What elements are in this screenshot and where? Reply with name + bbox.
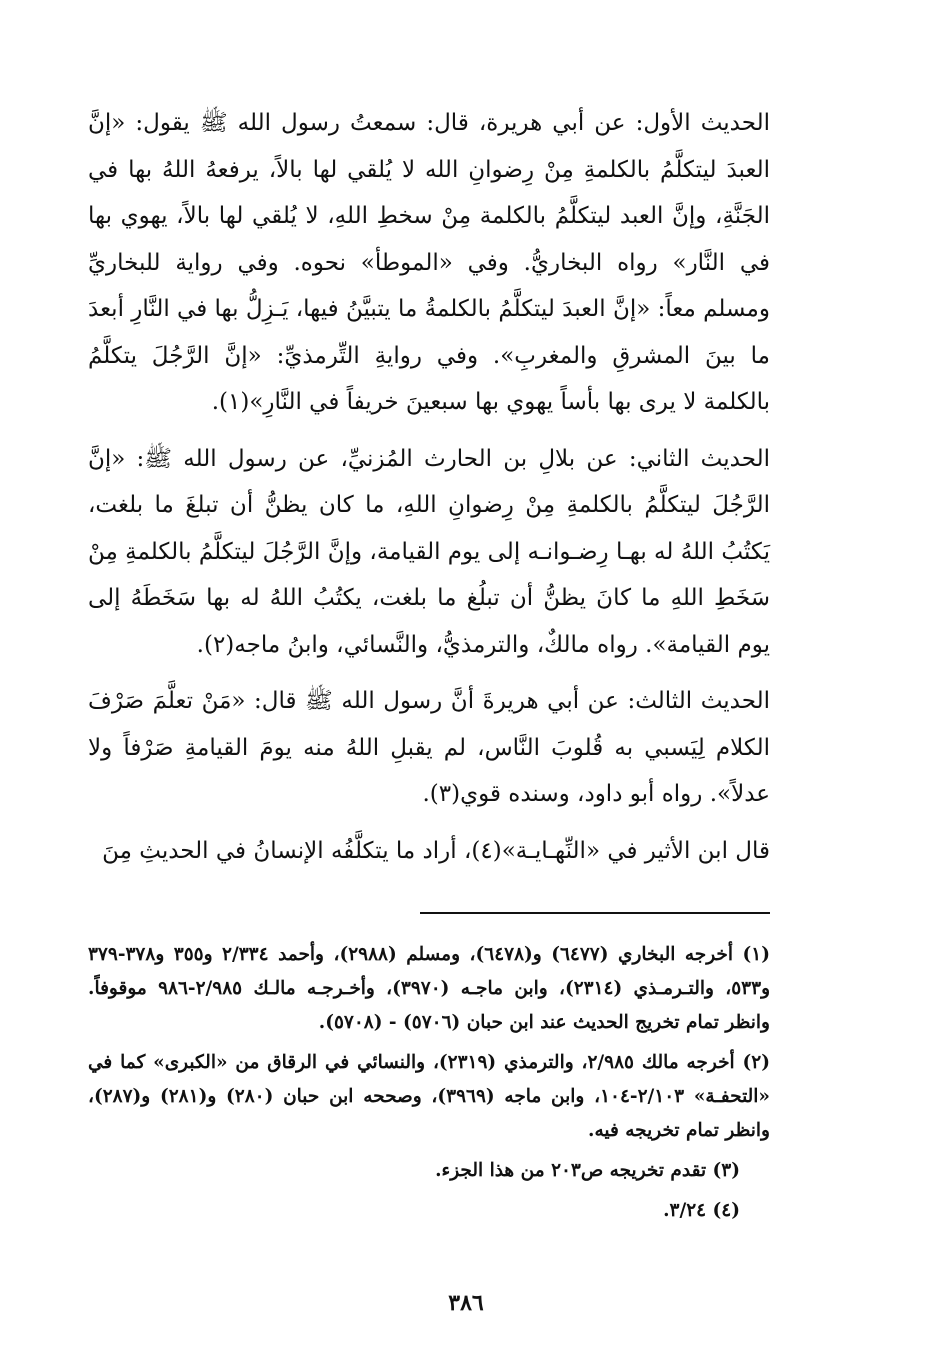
footnote-4: (٤) ٣/٢٤. (663, 1200, 740, 1221)
hadith-one-paragraph: الحديث الأول: عن أبي هريرة، قال: سمعتُ رسول الله ﷺ يقول: «إنَّ العبدَ ليتكلَّمُ بالكلمةِ مِنْ رِضوانِ الله لا يُلقي لها بالاً، يرفعهُ اللهُ بها في الجَنَّةِ، وإنَّ العبد ليتكلَّمُ بالكلمة مِنْ سخطِ اللهِ، لا يُلقي لها بالاً، يهوي بها في النَّار» رواه البخاريُّ. وفي «الموطأ» نحوه. وفي رواية للبخاريِّ ومسلم معاً: «إنَّ العبدَ ليتكلَّمُ بالكلمةُ ما يتبيَّنُ فيها، يَـزِلُّ بها في النَّارِ أبعدَ ما بينَ المشرقِ والمغربِ». وفي روايةِ التِّرمذيِّ: «إنَّ الرَّجُلَ يتكلَّمُ بالكلمة لا يرى بها بأساً يهوي بها سبعينَ خريفاً في النَّارِ»(١). (88, 110, 770, 415)
commentary-paragraph: قال ابن الأثير في «النِّهـايـة»(٤)، أراد ما يتكلَّفُه الإنسانُ في الحديثِ مِنَ (102, 837, 770, 864)
hadith-two-paragraph: الحديث الثاني: عن بلالِ بن الحارث المُزنيِّ، عن رسول الله ﷺ: «إنَّ الرَّجُلَ ليتكلَّمُ بالكلمةِ مِنْ رِضوانِ اللهِ، ما كان يظنُّ أن تبلغَ ما بلغت، يَكتُبُ اللهُ له بهـا رِضـوانـه إلى يوم القيامة، وإنَّ الرَّجُلَ ليتكلَّمُ بالكلمةِ مِنْ سَخَطِ اللهِ ما كانَ يظنُّ أن تبلُغ ما بلغت، يكتُبُ اللهُ له بها سَخَطَهُ إلى يوم القيامة». رواه مالكٌ، والترمذيُّ، والنَّسائي، وابنُ ماجه(٢). (88, 445, 770, 658)
page-body (88, 100, 770, 1228)
footnote-separator (420, 912, 770, 914)
footnote-2: (٢) أخرجه مالك ٢/٩٨٥، والترمذي (٢٣١٩)، والنسائي في الرقاق من «الكبرى» كما في «التحفـة» ٢/١٠٣-١٠٤، وابن ماجه (٣٩٦٩)، وصححه ابن حبان (٢٨٠) و(٢٨١) و(٢٨٧)، وانظر تمام تخريجه فيه. (88, 1052, 770, 1141)
footnote-1: (١) أخرجه البخاري (٦٤٧٧) و(٦٤٧٨)، ومسلم (٢٩٨٨)، وأحمد ٢/٣٣٤ و٣٥٥ و٣٧٨-٣٧٩ و٥٣٣، والتـرمـذي (٢٣١٤)، وابن ماجـه (٣٩٧٠)، وأخـرجـه مالـك ٢/٩٨٥-٩٨٦ موقوفاً. وانظر تمام تخريج الحديث عند ابن حبان (٥٧٠٦) - (٥٧٠٨). (88, 944, 770, 1033)
footnote-3: (٣) تقدم تخريجه ص٢٠٣ من هذا الجزء. (435, 1160, 740, 1181)
hadith-three-paragraph: الحديث الثالث: عن أبي هريرةَ أنَّ رسول الله ﷺ قال: «مَنْ تعلَّمَ صَرْفَ الكلام لِيَسبي به قُلوبَ النَّاس، لم يقبلِ اللهُ منه يومَ القيامةِ صَرْفاً ولا عدلاً». رواه أبو داود، وسنده قوي(٣). (88, 688, 770, 807)
page-number: ٣٨٦ (448, 1290, 484, 1316)
